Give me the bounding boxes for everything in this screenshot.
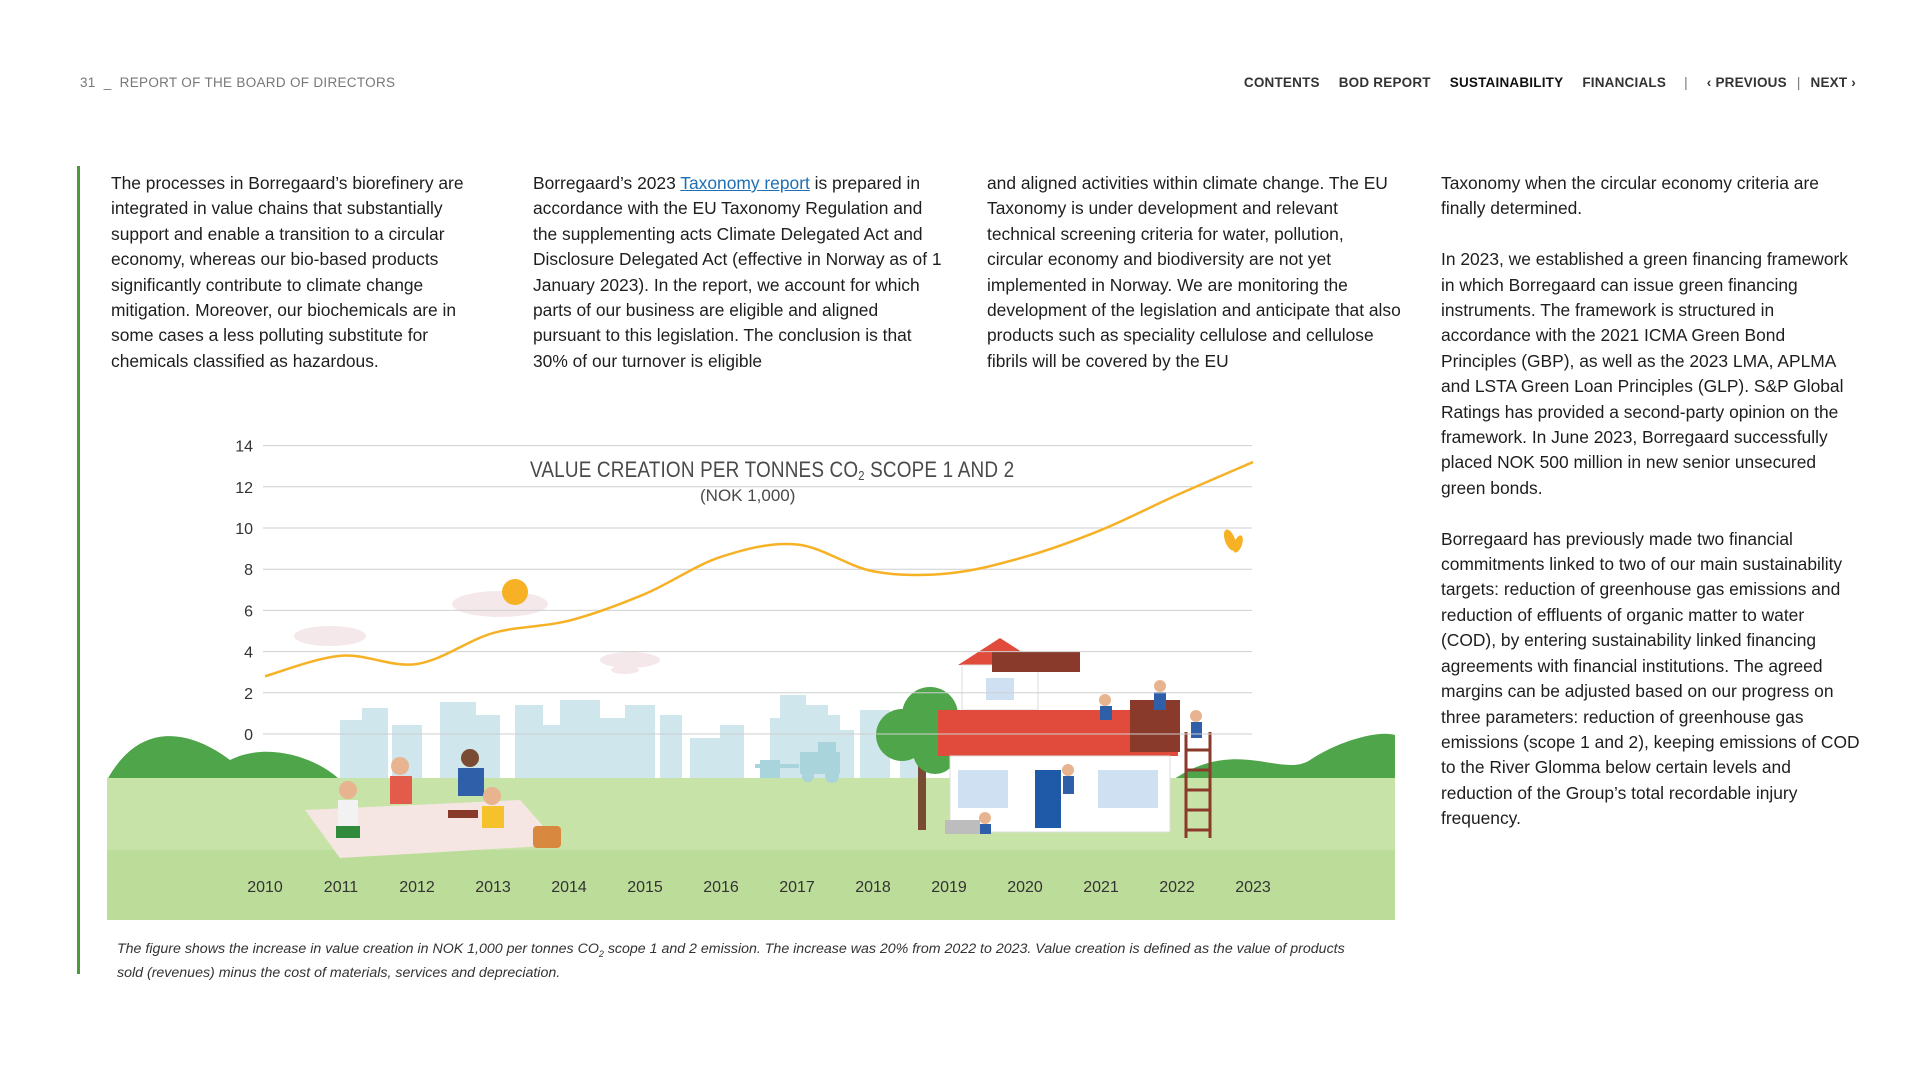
y-tick-label: 2 bbox=[244, 685, 253, 703]
nav-separator-2: | bbox=[1796, 75, 1801, 90]
nav-previous-label: PREVIOUS bbox=[1715, 75, 1787, 90]
y-tick-label: 6 bbox=[244, 603, 253, 621]
x-tick-label: 2015 bbox=[627, 879, 663, 896]
y-tick-label: 0 bbox=[244, 727, 253, 744]
chart-title-tail: SCOPE 1 AND 2 bbox=[864, 457, 1015, 482]
chart-title-text: VALUE CREATION PER TONNES CO bbox=[530, 457, 859, 482]
sun-icon bbox=[502, 579, 528, 605]
caption-text-2: scope 1 and 2 emission. The increase was 20% from 2022 to 2023. Value creation is defined as the value of products sold (revenues) minus the cost of materials, services and depreciation. bbox=[117, 941, 1345, 981]
x-tick-label: 2011 bbox=[323, 879, 359, 896]
x-tick-label: 2017 bbox=[779, 879, 815, 896]
nav-next-label: NEXT bbox=[1810, 75, 1848, 90]
y-tick-label: 10 bbox=[235, 521, 253, 538]
page-number: 31 bbox=[80, 75, 96, 90]
chevron-right-icon: › bbox=[1851, 75, 1856, 90]
chart-title bbox=[530, 457, 1014, 483]
paragraph: Taxonomy when the circular economy criteria are finally determined. bbox=[1441, 173, 1819, 219]
paragraph: and aligned activities within climate change. The EU Taxonomy is under development and relevant technical screening criteria for water, pollution, circular economy and biodiversity are not yet implemented in Norway. We are monitoring the development of the legislation and anticipate that also products such as speciality cellulose and cellulose fibrils will be covered by the EU bbox=[987, 173, 1401, 371]
chart-subtitle: (NOK 1,000) bbox=[700, 486, 796, 505]
x-tick-label: 2019 bbox=[931, 879, 967, 896]
house-icon bbox=[938, 638, 1210, 838]
x-tick-label: 2020 bbox=[1007, 879, 1043, 896]
caption-subscript: 2 bbox=[598, 948, 604, 959]
paragraph: In 2023, we established a green financing framework in which Borregaard can issue green financing instruments. The framework is structured in accordance with the 2021 ICMA Green Bond Principles (GBP), as well as the 2023 LMA, APLMA and LSTA Green Loan Principles (GLP). S&P Global Ratings has provided a second-party opinion on the framework. In June 2023, Borregaard successfully placed NOK 500 million in new senior unsecured green bonds. bbox=[1441, 249, 1848, 498]
x-tick-label: 2022 bbox=[1159, 879, 1195, 896]
section-title: REPORT OF THE BOARD OF DIRECTORS bbox=[119, 75, 396, 90]
chart-title-subscript: 2 bbox=[858, 468, 865, 483]
x-tick-label: 2013 bbox=[475, 879, 511, 896]
nav-contents[interactable]: CONTENTS bbox=[1243, 75, 1320, 90]
paragraph: The processes in Borregaard’s biorefinery are integrated in value chains that substantially support and enable a transition to a circular economy, whereas our bio-based products significantly contribute to climate change mitigation. Moreover, our biochemicals are in some cases a less polluting substitute for chemicals classified as hazardous. bbox=[111, 173, 464, 371]
text: Borregaard’s 2023 bbox=[533, 173, 681, 193]
x-tick-label: 2018 bbox=[855, 879, 891, 896]
page-header-dash: _ bbox=[99, 75, 116, 90]
nav-bod-report[interactable]: BOD REPORT bbox=[1338, 75, 1431, 90]
y-tick-label: 14 bbox=[235, 438, 253, 456]
x-tick-label: 2012 bbox=[399, 879, 435, 896]
y-tick-label: 12 bbox=[235, 479, 253, 497]
nav-sustainability[interactable]: SUSTAINABILITY bbox=[1449, 75, 1564, 90]
taxonomy-report-link[interactable]: Taxonomy report bbox=[680, 173, 810, 193]
nav-separator: | bbox=[1684, 75, 1688, 90]
meadow-front bbox=[107, 850, 1395, 920]
x-tick-label: 2023 bbox=[1235, 879, 1271, 896]
landscape-illustration bbox=[107, 528, 1395, 920]
paragraph: Borregaard has previously made two financial commitments linked to two of our main sustainability targets: reduction of greenhouse gas emissions and reduction of effluents of organic matter to water (COD), by entering sustainability linked financing agreements with financial institutions. The agreed margins can be adjusted based on our progress on three parameters: reduction of greenhouse gas emissions (scope 1 and 2), keeping emissions of COD to the River Glomma below certain levels and reduction of the Group’s total recordable injury frequency. bbox=[1441, 528, 1860, 829]
figure-caption bbox=[117, 940, 1347, 983]
cloud bbox=[600, 652, 660, 668]
x-tick-label: 2014 bbox=[551, 879, 587, 896]
cloud bbox=[452, 591, 548, 617]
cloud bbox=[294, 626, 366, 646]
butterfly-icon bbox=[1222, 528, 1245, 554]
chart-y-axis bbox=[235, 439, 253, 744]
y-tick-label: 4 bbox=[244, 644, 253, 662]
cloud bbox=[611, 666, 639, 674]
caption-text: The figure shows the increase in value creation in NOK 1,000 per tonnes CO bbox=[117, 941, 599, 957]
chevron-left-icon: ‹ bbox=[1706, 75, 1712, 90]
x-tick-label: 2021 bbox=[1083, 879, 1119, 896]
y-tick-label: 8 bbox=[244, 562, 253, 580]
text: is prepared in accordance with the EU Taxonomy Regulation and the supplementing acts Climate Delegated Act and Disclosure Delegated Act (effective in Norway as of 1 January 2023). In the report, we account for which parts of our business are eligible and aligned pursuant to this legislation. The conclusion is that 30% of our turnover is eligible bbox=[533, 173, 942, 371]
nav-financials[interactable]: FINANCIALS bbox=[1582, 75, 1667, 90]
x-tick-label: 2010 bbox=[247, 879, 283, 896]
x-tick-label: 2016 bbox=[703, 879, 739, 896]
